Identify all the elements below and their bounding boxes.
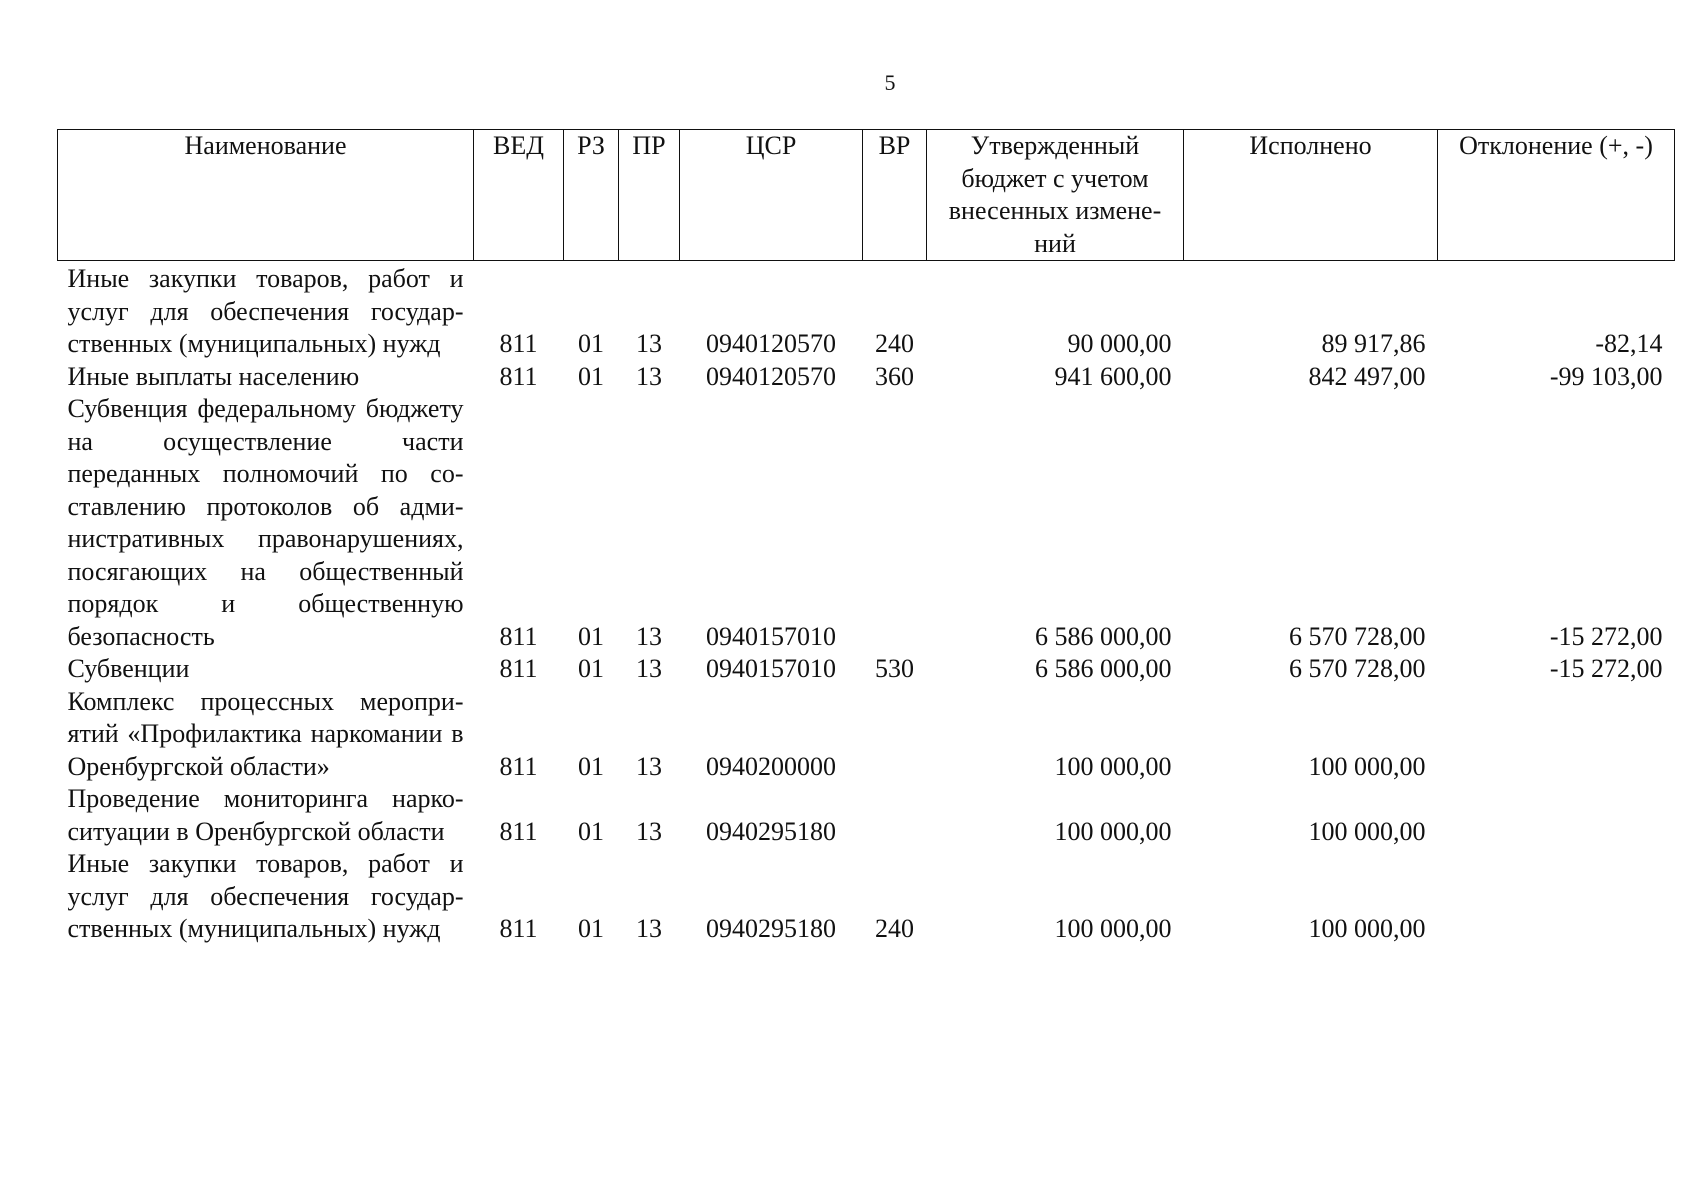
budget-execution-table xyxy=(57,129,1675,946)
cell-vr xyxy=(863,783,927,848)
table-body xyxy=(58,261,1675,946)
header-rz: РЗ xyxy=(564,130,619,261)
cell-pr: 13 xyxy=(636,361,662,391)
cell-vr: 360 xyxy=(875,361,914,391)
cell-name: Иные закупки товаров, работ и услуг для обеспечения государственных (муниципальных) нужд xyxy=(67,264,464,358)
header-name: Наименование xyxy=(58,130,474,261)
cell-name: Проведение мониторинга наркоситуации в Оренбургской области xyxy=(67,784,464,846)
header-deviation: Отклонение (+, -) xyxy=(1438,130,1675,261)
cell-approved-budget: 90 000,00 xyxy=(1067,329,1172,358)
cell-deviation: -82,14 xyxy=(1595,329,1663,358)
cell-pr: 13 xyxy=(636,329,662,358)
cell-csr: 0940295180 xyxy=(706,914,836,943)
header-executed: Исполнено xyxy=(1184,130,1438,261)
cell-pr: 13 xyxy=(636,621,662,651)
cell-csr: 0940157010 xyxy=(706,654,836,683)
cell-pr: 13 xyxy=(636,751,662,781)
cell-ved: 811 xyxy=(499,751,538,781)
cell-approved-budget: 100 000,00 xyxy=(1054,914,1172,943)
cell-approved-budget: 941 600,00 xyxy=(1054,361,1172,391)
table-row xyxy=(58,393,1675,653)
header-row xyxy=(58,130,1675,261)
cell-rz: 01 xyxy=(578,361,604,391)
cell-deviation: -15 272,00 xyxy=(1549,621,1663,651)
cell-deviation xyxy=(1438,686,1675,784)
cell-ved: 811 xyxy=(499,361,538,391)
cell-name: Субвенция федеральному бюджету на осуществление части переданных полномочий по составлению протоколов об административных правонарушениях, посягающих на общественный порядок и общественную безопасность xyxy=(67,394,464,651)
cell-deviation: -99 103,00 xyxy=(1549,361,1663,391)
table-row xyxy=(58,653,1675,686)
cell-executed: 100 000,00 xyxy=(1308,751,1426,781)
cell-approved-budget: 100 000,00 xyxy=(1054,751,1172,781)
cell-executed: 6 570 728,00 xyxy=(1289,654,1426,683)
cell-deviation xyxy=(1438,783,1675,848)
page-number: 5 xyxy=(884,70,896,95)
table-row xyxy=(58,361,1675,394)
cell-name: Комплекс процессных мероприятий «Профилактика наркомании в Оренбургской области» xyxy=(67,686,464,781)
header-csr: ЦСР xyxy=(680,130,863,261)
cell-name: Иные выплаты населению xyxy=(67,361,360,391)
cell-ved: 811 xyxy=(499,621,538,651)
cell-executed: 6 570 728,00 xyxy=(1289,621,1426,651)
cell-pr: 13 xyxy=(636,654,662,683)
cell-name: Иные закупки товаров, работ и услуг для обеспечения государственных (муниципальных) нужд xyxy=(67,849,464,943)
header-pr: ПР xyxy=(619,130,680,261)
table-row xyxy=(58,848,1675,946)
cell-ved: 811 xyxy=(499,914,538,943)
header-vr: ВР xyxy=(863,130,927,261)
cell-csr: 0940295180 xyxy=(706,816,836,846)
cell-rz: 01 xyxy=(578,654,604,683)
cell-vr xyxy=(863,393,927,653)
cell-executed: 842 497,00 xyxy=(1308,361,1426,391)
cell-rz: 01 xyxy=(578,621,604,651)
cell-executed: 89 917,86 xyxy=(1321,329,1426,358)
cell-deviation xyxy=(1438,848,1675,946)
cell-vr xyxy=(863,686,927,784)
cell-vr: 530 xyxy=(875,654,914,683)
cell-csr: 0940120570 xyxy=(706,329,836,358)
cell-vr: 240 xyxy=(875,914,914,943)
cell-approved-budget: 6 586 000,00 xyxy=(1035,654,1172,683)
cell-executed: 100 000,00 xyxy=(1308,816,1426,846)
cell-pr: 13 xyxy=(636,816,662,846)
cell-deviation: -15 272,00 xyxy=(1549,654,1663,683)
cell-ved: 811 xyxy=(499,654,538,683)
cell-ved: 811 xyxy=(499,816,538,846)
cell-rz: 01 xyxy=(578,816,604,846)
cell-csr: 0940120570 xyxy=(706,361,836,391)
cell-pr: 13 xyxy=(636,914,662,943)
cell-vr: 240 xyxy=(875,329,914,358)
cell-rz: 01 xyxy=(578,914,604,943)
header-ved: ВЕД xyxy=(474,130,564,261)
cell-approved-budget: 6 586 000,00 xyxy=(1035,621,1172,651)
cell-name: Субвенции xyxy=(67,654,190,683)
header-approved-budget: Утвержденный бюджет с учетом внесенных измене-ний xyxy=(927,130,1184,261)
cell-executed: 100 000,00 xyxy=(1308,914,1426,943)
cell-ved: 811 xyxy=(499,329,538,358)
table-header xyxy=(58,130,1675,261)
table-row xyxy=(58,686,1675,784)
cell-approved-budget: 100 000,00 xyxy=(1054,816,1172,846)
table-row xyxy=(58,261,1675,361)
cell-csr: 0940157010 xyxy=(706,621,836,651)
cell-csr: 0940200000 xyxy=(706,751,836,781)
cell-rz: 01 xyxy=(578,751,604,781)
table-row xyxy=(58,783,1675,848)
cell-rz: 01 xyxy=(578,329,604,358)
